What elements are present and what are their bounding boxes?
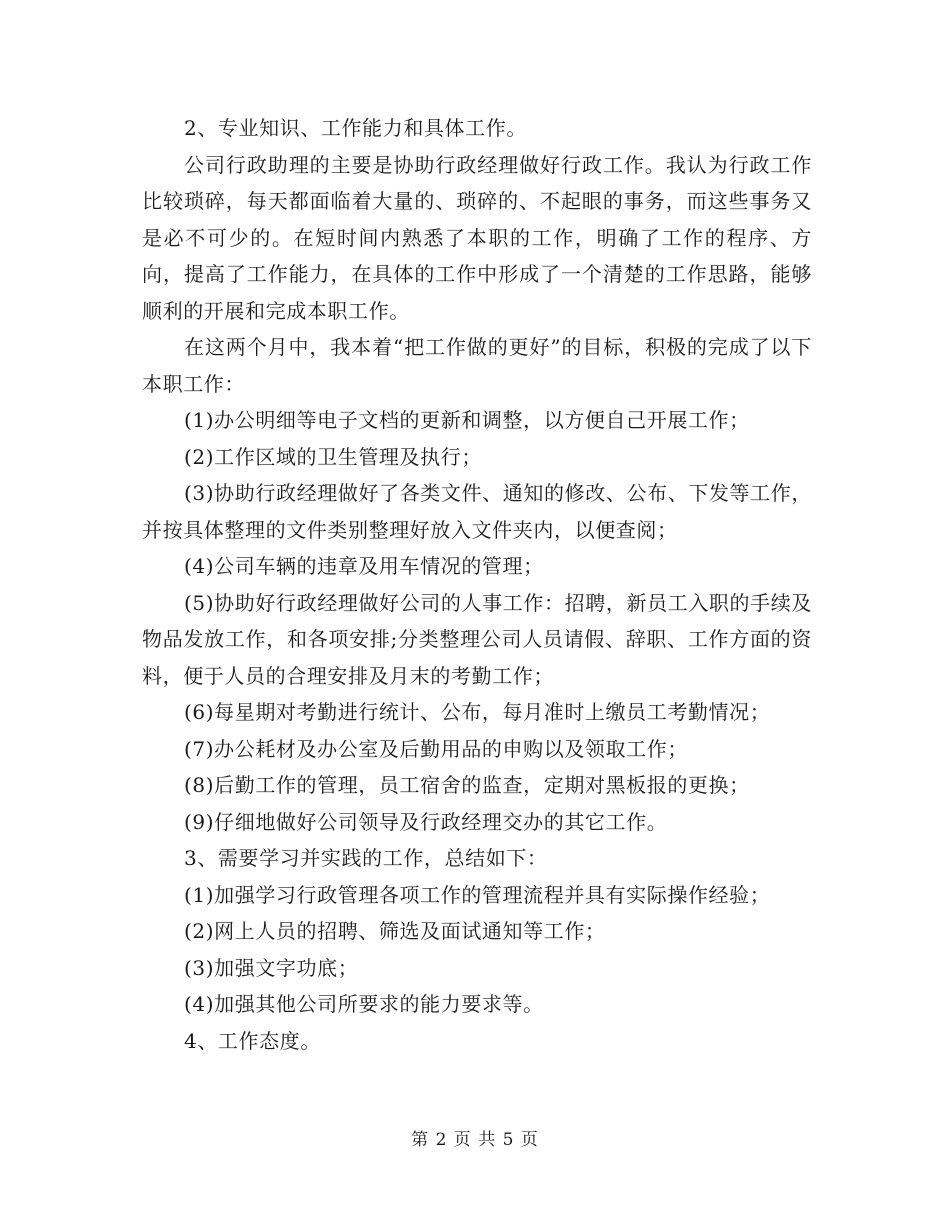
paragraph: (1)加强学习行政管理各项工作的管理流程并具有实际操作经验； (184, 882, 771, 907)
paragraph: 3、需要学习并实践的工作，总结如下： (184, 846, 548, 870)
paragraph: (6)每星期对考勤进行统计、公布，每月准时上缴员工考勤情况； (184, 700, 771, 724)
document-body (142, 110, 812, 1059)
paragraph: (4)加强其他公司所要求的能力要求等。 (184, 992, 544, 1016)
paragraph: 公司行政助理的主要是协助行政经理做好行政工作。我认为行政工作比较琐碎，每天都面临着大量的、琐碎的、不起眼的事务，而这些事务又是必不可少的。在短时间内熟悉了本职的工作，明确了工作的程序、方向，提高了工作能力，在具体的工作中形成了一个清楚的工作思路，能够顺利的开展和完成本职工作。 (142, 152, 812, 323)
paragraph: 2、专业知识、工作能力和具体工作。 (184, 116, 527, 140)
paragraph: 4、工作态度。 (184, 1028, 321, 1053)
paragraph: (4)公司车辆的违章及用车情况的管理； (184, 554, 544, 578)
paragraph: (2)工作区域的卫生管理及执行； (184, 444, 482, 469)
paragraph: (1)办公明细等电子文档的更新和调整，以方便自己开展工作； (184, 408, 750, 432)
paragraph: (3)协助行政经理做好了各类文件、通知的修改、公布、下发等工作，并按具体整理的文件类别整理好放入文件夹内，以便查阅； (142, 481, 812, 542)
paragraph: (2)网上人员的招聘、筛选及面试通知等工作； (184, 919, 606, 943)
paragraph: (7)办公耗材及办公室及后勤用品的申购以及领取工作； (184, 736, 688, 761)
paragraph: (5)协助好行政经理做好公司的人事工作：招聘，新员工入职的手续及物品发放工作，和各项安排;分类整理公司人员请假、辞职、工作方面的资料，便于人员的合理安排及月末的考勤工作； (142, 590, 812, 688)
paragraph: (3)加强文字功底； (184, 955, 359, 980)
paragraph: 在这两个月中，我本着“把工作做的更好”的目标，积极的完成了以下本职工作： (142, 335, 812, 396)
page-number-footer: 第 2 页 共 5 页 (411, 1130, 539, 1150)
paragraph: (8)后勤工作的管理，员工宿舍的监查，定期对黑板报的更换； (184, 773, 750, 797)
paragraph: (9)仔细地做好公司领导及行政经理交办的其它工作。 (184, 809, 668, 834)
